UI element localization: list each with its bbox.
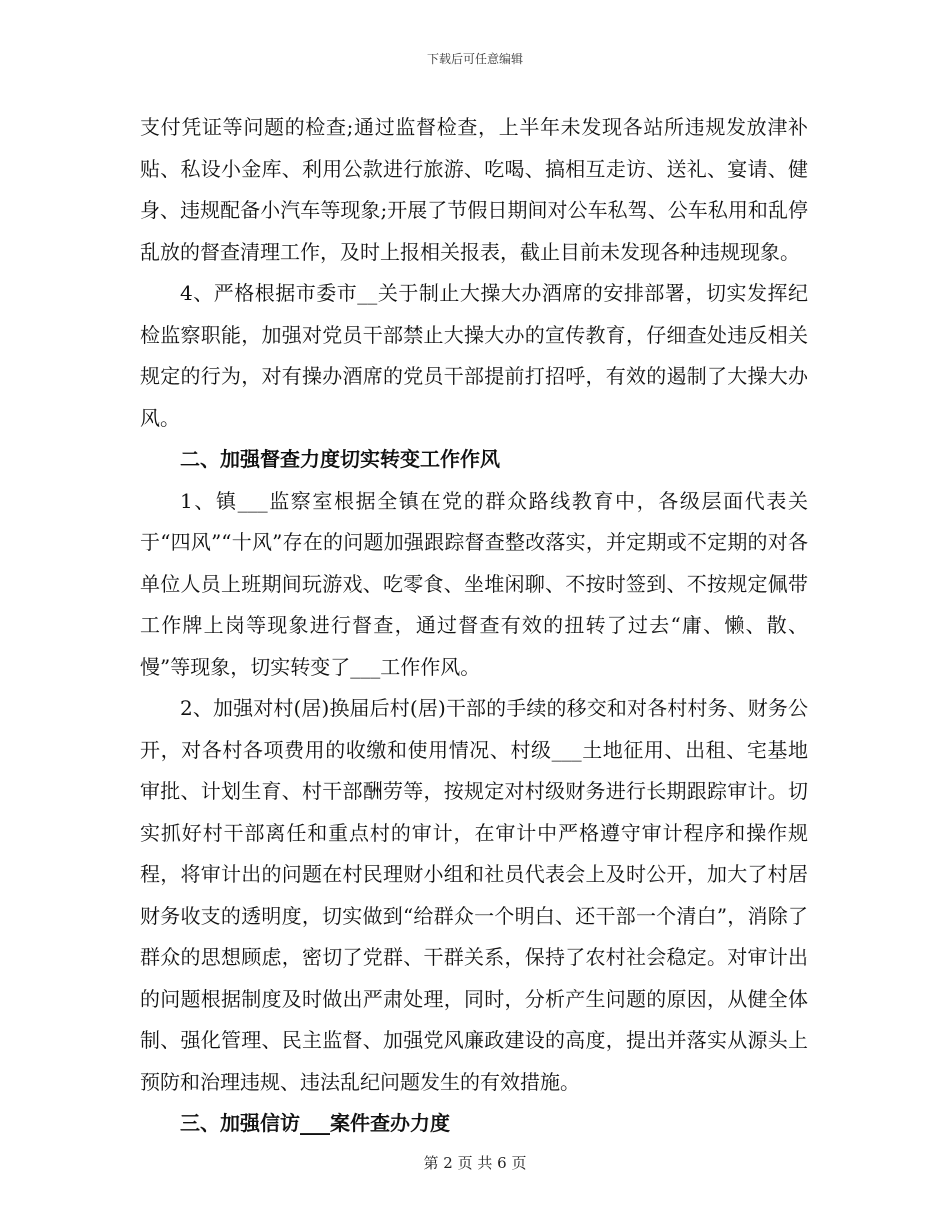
document-body [140,107,808,1145]
paragraph-item-4: 4、严格根据市委市__关于制止大操大办酒席的安排部署，切实发挥纪检监察职能，加强对党员干部禁止大操大办的宣传教育，仔细查处违反相关规定的行为，对有操办酒席的党员干部提前打招呼，有效的遏制了大操大办风。 [140,281,808,430]
section-heading-2: 二、加强督查力度切实转变工作作风 [180,447,500,471]
header-note: 下载后可任意编辑 [426,52,523,66]
page-number: 第 2 页 共 6 页 [423,1154,527,1172]
paragraph-continuation: 支付凭证等问题的检查;通过监督检查，上半年未发现各站所违规发放津补贴、私设小金库、利用公款进行旅游、吃喝、搞相互走访、送礼、宴请、健身、违规配备小汽车等现象;开展了节假日期间对公车私驾、公车私用和乱停乱放的督查清理工作，及时上报相关报表，截止目前未发现各种违规现象。 [140,115,808,264]
section-heading-3: 三、加强信访___案件查办力度 [180,1111,450,1135]
paragraph-item-2: 2、加强对村(居)换届后村(居)干部的手续的移交和对各村村务、财务公开，对各村各项费用的收缴和使用情况、村级___土地征用、出租、宅基地审批、计划生育、村干部酬劳等，按规定对村级财务进行长期跟踪审计。切实抓好村干部离任和重点村的审计，在审计中严格遵守审计程序和操作规程，将审计出的问题在村民理财小组和社员代表会上及时公开，加大了村居财务收支的透明度，切实做到“给群众一个明白、还干部一个清白”，消除了群众的思想顾虑，密切了党群、干群关系，保持了农村社会稳定。对审计出的问题根据制度及时做出严肃处理，同时，分析产生问题的原因，从健全体制、强化管理、民主监督、加强党风廉政建设的高度，提出并落实从源头上预防和治理违规、违法乱纪问题发生的有效措施。 [140,696,808,1094]
paragraph-item-1: 1、镇___监察室根据全镇在党的群众路线教育中，各级层面代表关于“四风”“十风”存在的问题加强跟踪督查整改落实，并定期或不定期的对各单位人员上班期间玩游戏、吃零食、坐堆闲聊、不按时签到、不按规定佩带工作牌上岗等现象进行督查，通过督查有效的扭转了过去“庸、懒、散、慢”等现象，切实转变了___工作作风。 [140,488,808,679]
